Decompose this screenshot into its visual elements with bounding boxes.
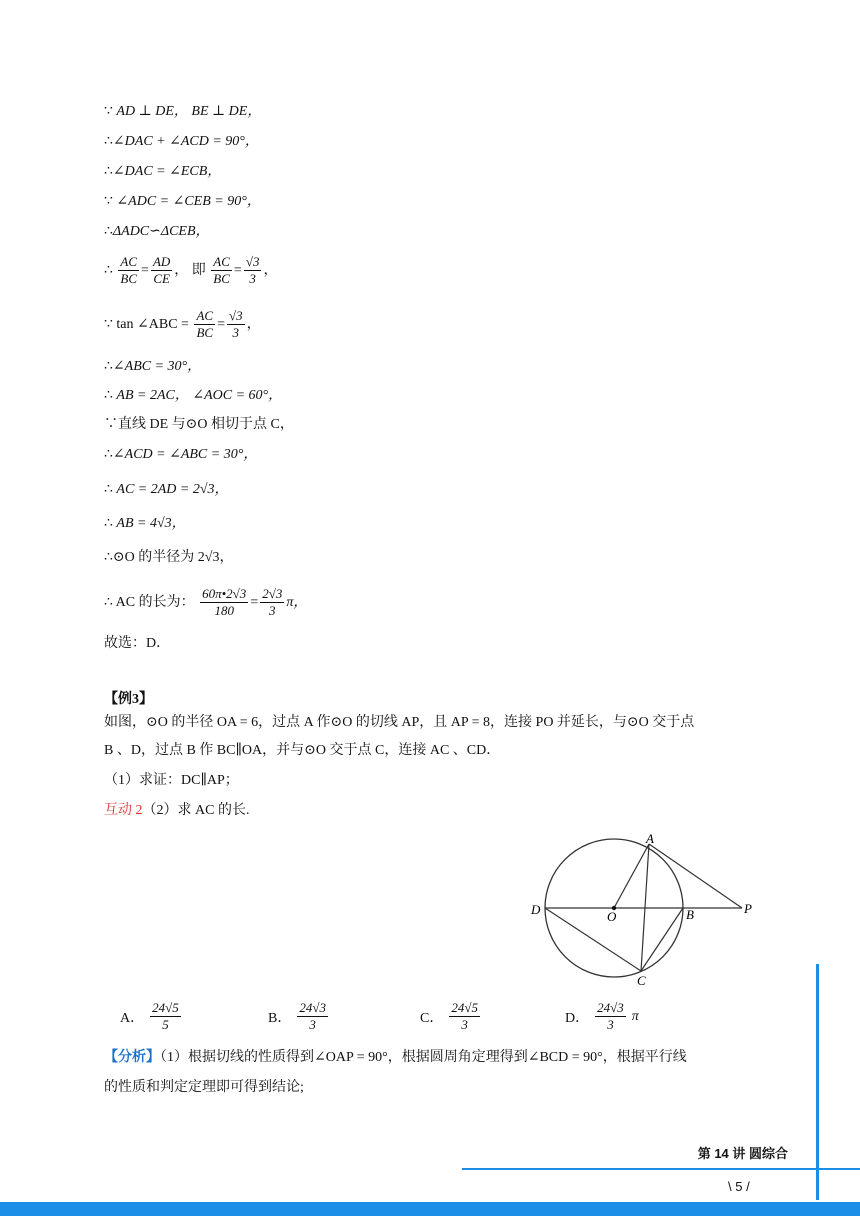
label-o: O	[607, 909, 617, 924]
label-d: D	[531, 902, 541, 917]
solution-line-11: ∴ AB = 4√3，	[104, 516, 186, 531]
example-title: 【例3】	[104, 692, 153, 707]
fraction: $\frac{AC}{BC}$	[120, 254, 138, 287]
geometry-figure	[526, 828, 766, 990]
line-dc	[545, 908, 641, 971]
tan-line: ∵ tan ∠ABC = $\frac{AC}{BC}$ = $\frac{√3}{3}$ ，	[104, 308, 261, 341]
option-b[interactable]: B． $\frac{24√3}{3}$	[268, 1000, 326, 1032]
option-d[interactable]: D． $\frac{24√3}{3}$ π	[565, 1000, 639, 1032]
fraction: $\frac{AC}{BC}$	[213, 254, 230, 287]
question-1: （1）求证：DC∥AP；	[104, 773, 239, 788]
solution-line-10: ∴ AC = 2AD = 2√3，	[104, 482, 229, 497]
footer-horizontal-rule	[462, 1168, 860, 1170]
option-a[interactable]: A． $\frac{24√5}{5}$	[120, 1000, 179, 1032]
solution-line-1: ∵ AD ⊥ DE， BE ⊥ DE，	[104, 104, 262, 119]
label-p: P	[744, 901, 752, 916]
page-number: \ 5 /	[728, 1179, 750, 1194]
analysis-line-1: 【分析】（1）根据切线的性质得到∠OAP = 90°，根据圆周角定理得到∠BCD = 90°，根据平行线	[104, 1050, 687, 1065]
fraction: $\frac{60\pi•2√3}{180}$	[202, 586, 247, 619]
solution-line-3: ∴∠DAC = ∠ECB，	[104, 164, 222, 179]
label-b: B	[686, 907, 694, 922]
solution-line-8: ∵直线 DE 与⊙O 相切于点 C，	[104, 417, 294, 432]
line-oa	[614, 844, 649, 908]
analysis-tag: 【分析】	[104, 1050, 160, 1065]
footer-bar	[0, 1202, 860, 1216]
solution-line-9: ∴∠ACD = ∠ABC = 30°，	[104, 447, 258, 462]
option-c[interactable]: C． $\frac{24√5}{3}$	[420, 1000, 478, 1032]
fraction: $\frac{AC}{BC}$	[196, 308, 214, 341]
solution-line-4: ∵ ∠ADC = ∠CEB = 90°，	[104, 194, 261, 209]
solution-line-6: ∴∠ABC = 30°，	[104, 359, 202, 374]
solution-line-5: ∴ΔADC∽ΔCEB，	[104, 224, 210, 239]
footer-title: 第 14 讲 圆综合	[697, 1146, 788, 1161]
line-bc	[641, 908, 683, 971]
arc-length-line: ∴ AC 的长为： $\frac{60\pi•2√3}{180}$ = $\frac{2√3}{3}$ π，	[104, 586, 308, 619]
solution-line-2: ∴∠DAC + ∠ACD = 90°，	[104, 134, 259, 149]
ratio-line: ∴ $\frac{AC}{BC}$ = $\frac{AD}{CE}$ ， 即 $\frac{AC}{BC}$ = $\frac{√3}{3}$ ，	[104, 254, 278, 287]
solution-line-12: ∴⊙O 的半径为 2√3，	[104, 550, 234, 565]
solution-line-7: ∴ AB = 2AC， ∠AOC = 60°，	[104, 388, 283, 403]
analysis-line-2: 的性质和判定定理即可得到结论;	[104, 1080, 304, 1095]
example-text-line-2: B 、D，过点 B 作 BC∥OA，并与⊙O 交于点 C，连接 AC 、CD．	[104, 743, 501, 758]
line-ap	[649, 844, 742, 908]
label-c: C	[637, 973, 646, 988]
fraction: $\frac{√3}{3}$	[228, 308, 243, 341]
fraction: $\frac{2√3}{3}$	[262, 586, 283, 619]
example-text-line-1: 如图，⊙O 的半径 OA = 6，过点 A 作⊙O 的切线 AP，且 AP = 8，连接 PO 并延长，与⊙O 交于点	[104, 715, 695, 730]
question-2: 互动 2（2）求 AC 的长.	[104, 803, 250, 818]
fraction: $\frac{AD}{CE}$	[152, 254, 171, 287]
fraction: $\frac{√3}{3}$	[245, 254, 260, 287]
answer-line: 故选：D．	[104, 636, 171, 651]
interactive-tag: 互动 2	[104, 803, 143, 818]
label-a: A	[646, 831, 654, 846]
footer-vertical-rule	[816, 964, 819, 1200]
